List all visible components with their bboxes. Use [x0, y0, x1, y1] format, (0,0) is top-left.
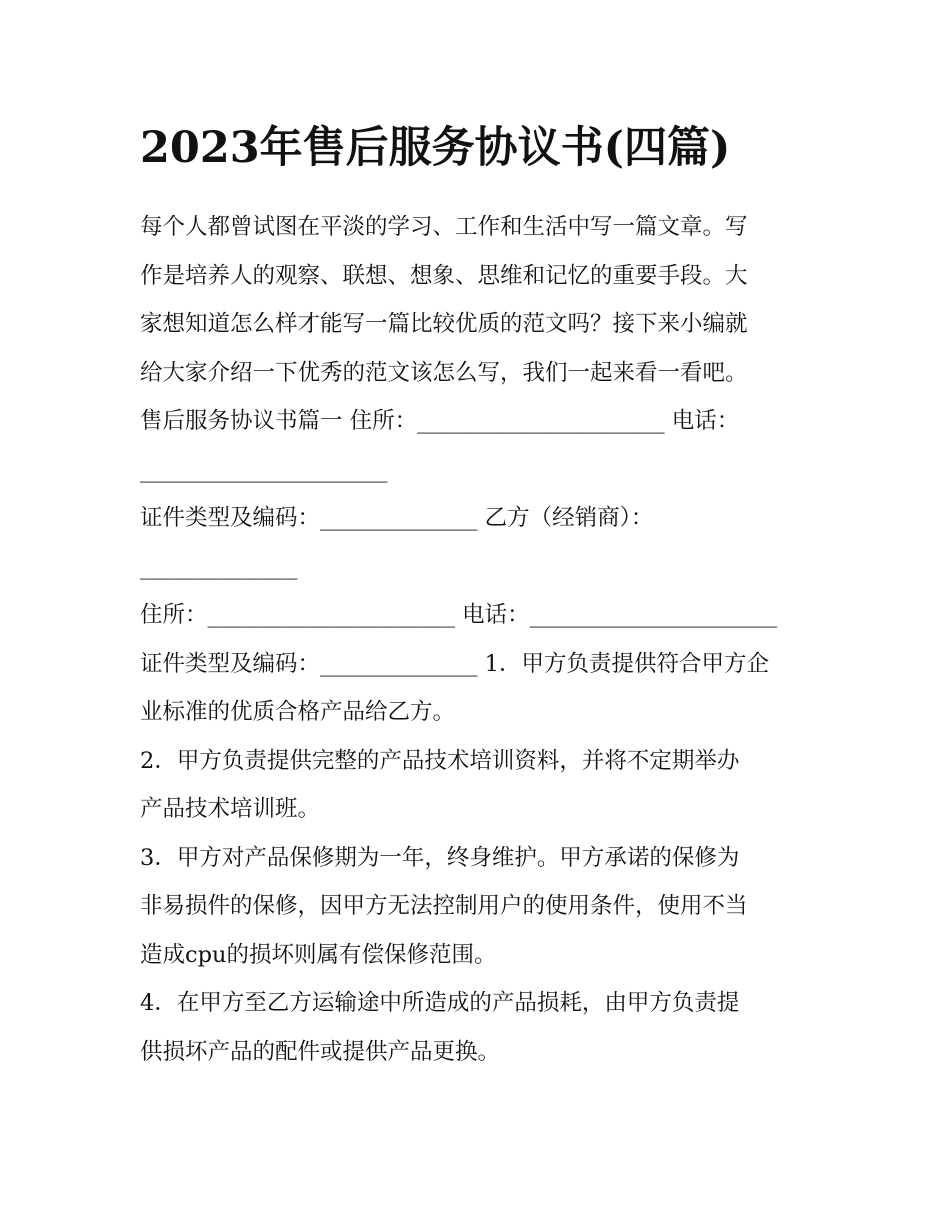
paragraph-line: 供损坏产品的配件或提供产品更换。 [140, 1038, 501, 1065]
paragraph-line: 非易损件的保修，因甲方无法控制用户的使用条件，使用不当 [140, 893, 748, 919]
paragraph-line: 家想知道怎么样才能写一篇比较优质的范文吗？接下来小编就 [140, 311, 748, 337]
paragraph-line: ______________________ [140, 456, 388, 483]
paragraph-line: 证件类型及编码：______________ 1．甲方负责提供符合甲方企 [140, 650, 769, 677]
paragraph-line: 3．甲方对产品保修期为一年，终身维护。甲方承诺的保修为 [140, 844, 740, 871]
paragraph-line: 每个人都曾试图在平淡的学习、工作和生活中写一篇文章。写 [140, 214, 748, 240]
paragraph-line: 业标准的优质合格产品给乙方。 [140, 699, 456, 725]
paragraph-line: 给大家介绍一下优秀的范文该怎么写，我们一起来看一看吧。 [140, 359, 748, 386]
paragraph-line: 证件类型及编码：______________ 乙方（经销商）： [140, 505, 654, 531]
paragraph-line: 售后服务协议书篇一 住所：______________________ 电话： [140, 408, 740, 434]
document-title: 2023年售后服务协议书(四篇) [140, 123, 731, 173]
paragraph-line: 造成cpu的损坏则属有偿保修范围。 [140, 941, 497, 968]
paragraph-line: 2．甲方负责提供完整的产品技术培训资料，并将不定期举办 [140, 747, 740, 774]
paragraph-line: ______________ [140, 553, 298, 580]
paragraph-line: 作是培养人的观察、联想、想象、思维和记忆的重要手段。大 [140, 262, 748, 289]
paragraph-line: 产品技术培训班。 [140, 796, 321, 822]
paragraph-line: 住所：______________________ 电话：______________________ [140, 602, 778, 628]
paragraph-line: 4．在甲方至乙方运输途中所造成的产品损耗，由甲方负责提 [140, 990, 740, 1016]
document-body [140, 203, 820, 1076]
